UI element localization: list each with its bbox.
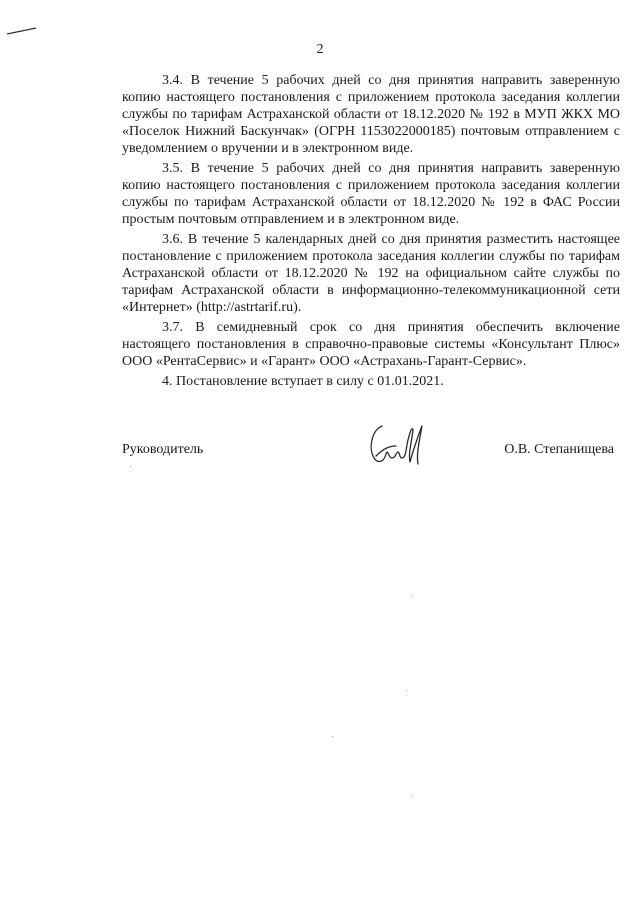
scan-speck: [332, 736, 333, 737]
scan-speck: [412, 796, 413, 797]
paragraph-3-7: 3.7. В семидневный срок со дня принятия обеспечить включение настоящего постановления в справочно-правовые системы «Консультант Плюс» ООО «РентаСервис» и «Гарант» ООО «Астрахань-Гарант-Сервис».: [122, 320, 620, 369]
handwritten-signature: [366, 418, 438, 477]
paragraph-3-4: 3.4. В течение 5 рабочих дней со дня принятия направить заверенную копию настоящего постановления с приложением протокола заседания коллегии службы по тарифам Астраханской области от 18.12.2020 № 192 в МУП ЖКХ МО «Поселок Нижний Баскунчак» (ОГРН 1153022000185) почтовым отправлением с уведомлением о вручении и в электронном виде.: [122, 73, 620, 156]
signatory-name: О.В. Степанищева: [504, 442, 614, 457]
signature-block: [122, 418, 620, 478]
paragraph-3-6: 3.6. В течение 5 календарных дней со дня принятия разместить настоящее постановление с приложением протокола заседания коллегии службы по тарифам Астраханской области от 18.12.2020 № 192 на официальном сайте службы по тарифам Астраханской области в информационно-телекоммуникационной сети «Интернет» (http://astrtarif.ru).: [122, 232, 620, 315]
scan-speck: [412, 596, 413, 597]
paragraph-3-5: 3.5. В течение 5 рабочих дней со дня принятия направить заверенную копию настоящего постановления с приложением протокола заседания коллегии службы по тарифам Астраханской области от 18.12.2020 № 192 в ФАС России простым почтовым отправлением и в электронном виде.: [122, 161, 620, 227]
signatory-title: Руководитель: [122, 442, 204, 457]
scan-speck: [406, 690, 407, 691]
scan-speck: [130, 466, 131, 467]
page-number: 2: [316, 42, 324, 57]
paragraph-4: 4. Постановление вступает в силу с 01.01.2021.: [162, 374, 444, 389]
scan-mark: [6, 24, 40, 42]
document-body: [122, 72, 620, 393]
